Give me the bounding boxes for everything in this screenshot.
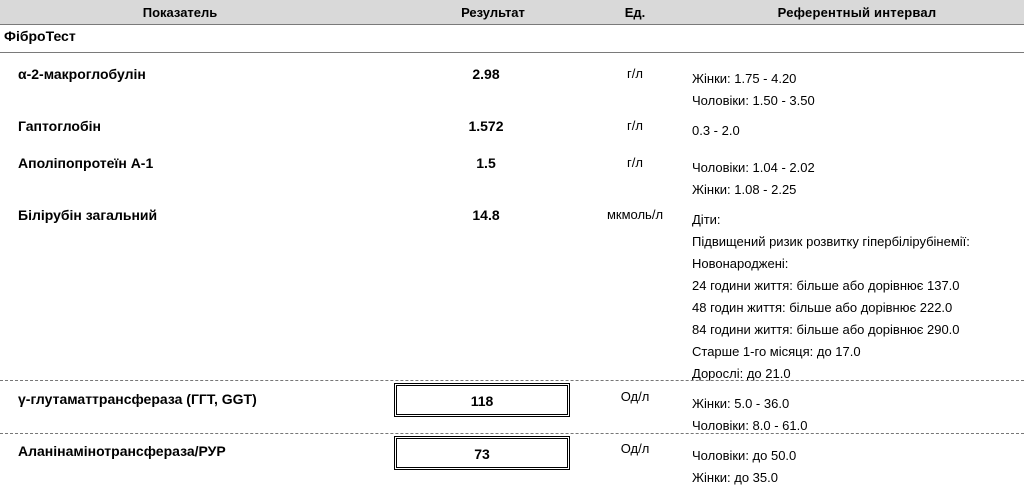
- reference-line: Жінки: 1.08 - 2.25: [692, 182, 797, 197]
- reference-line: Підвищений ризик розвитку гіпербілірубінемії:: [692, 234, 970, 249]
- header-reference-range: Референтный интервал: [777, 5, 937, 20]
- reference-line: Новонароджені:: [692, 256, 789, 271]
- test-name: γ-глутаматтрансфераза (ГГТ, GGT): [18, 391, 257, 407]
- reference-line: 24 години життя: більше або дорівнює 137.0: [692, 278, 960, 293]
- reference-line: Чоловіки: 8.0 - 61.0: [692, 418, 808, 433]
- reference-line: Старше 1-го місяця: до 17.0: [692, 344, 861, 359]
- reference-range: [692, 209, 970, 385]
- reference-range: [692, 393, 807, 437]
- test-result: 118: [470, 393, 494, 409]
- test-unit: мкмоль/л: [606, 207, 664, 222]
- row-divider: [0, 380, 1024, 381]
- test-name: Білірубін загальний: [18, 207, 158, 223]
- reference-range: [692, 157, 815, 201]
- reference-line: Жінки: 1.75 - 4.20: [692, 71, 797, 86]
- reference-line: Чоловіки: 1.50 - 3.50: [692, 93, 815, 108]
- reference-line: Чоловіки: 1.04 - 2.02: [692, 160, 815, 175]
- reference-range: [692, 445, 796, 489]
- header-unit: Ед.: [624, 5, 646, 20]
- test-unit: г/л: [627, 66, 643, 81]
- reference-range: [692, 68, 815, 112]
- section-divider: [0, 52, 1024, 53]
- flagged-result-box: [394, 436, 570, 470]
- test-result: 2.98: [472, 66, 500, 82]
- test-name: Аполіпопротеїн А-1: [18, 155, 154, 171]
- reference-line: Жінки: до 35.0: [692, 470, 778, 485]
- header-result: Результат: [461, 5, 525, 20]
- header-indicator: Показатель: [142, 5, 218, 20]
- test-name: α-2-макроглобулін: [18, 66, 146, 82]
- reference-line: Дорослі: до 21.0: [692, 366, 791, 381]
- section-title: ФіброТест: [4, 28, 76, 44]
- test-unit: Од/л: [620, 389, 650, 404]
- test-unit: г/л: [627, 118, 643, 133]
- test-result: 73: [474, 446, 490, 462]
- flagged-result-box: [394, 383, 570, 417]
- test-result: 1.5: [476, 155, 496, 171]
- reference-line: Діти:: [692, 212, 721, 227]
- row-divider: [0, 433, 1024, 434]
- reference-line: Чоловіки: до 50.0: [692, 448, 797, 463]
- test-unit: Од/л: [620, 441, 650, 456]
- reference-line: 84 години життя: більше або дорівнює 290.0: [692, 322, 960, 337]
- reference-line: 48 годин життя: більше або дорівнює 222.0: [692, 300, 953, 315]
- test-unit: г/л: [627, 155, 643, 170]
- reference-line: Жінки: 5.0 - 36.0: [692, 396, 790, 411]
- test-result: 14.8: [472, 207, 500, 223]
- test-name: Аланінамінотрансфераза/РУР: [18, 443, 226, 459]
- reference-line: 0.3 - 2.0: [692, 123, 740, 138]
- table-header: [0, 0, 1024, 25]
- reference-range: [692, 120, 740, 142]
- test-name: Гаптоглобін: [18, 118, 101, 134]
- test-result: 1.572: [468, 118, 504, 134]
